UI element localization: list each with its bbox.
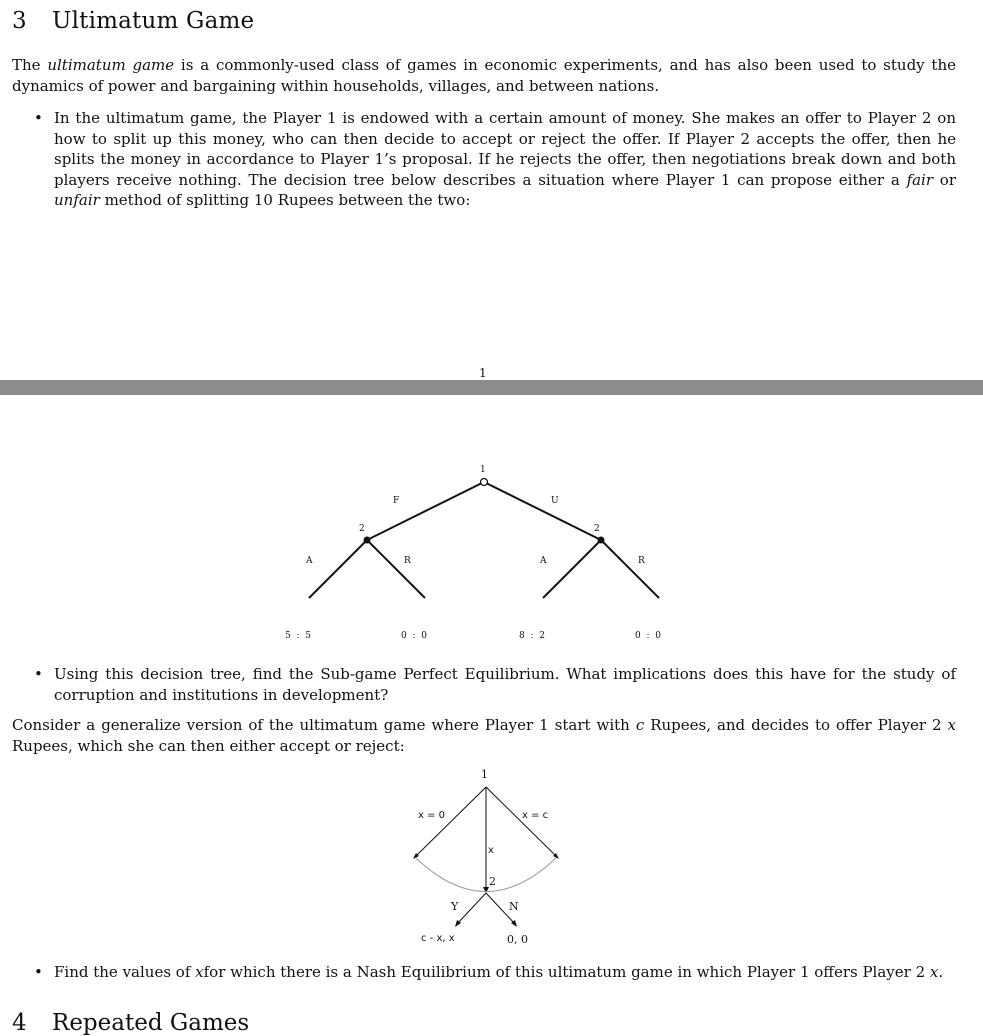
- generalize-paragraph: [12, 715, 956, 756]
- generalize-text-c: Rupees, which she can then either accept or reject:: [12, 736, 405, 755]
- bullet-paragraph-3: [54, 962, 956, 983]
- bullet1-text-b: or: [933, 170, 956, 189]
- tree2-root-label: 1: [481, 768, 488, 781]
- bullet1-fair: fair: [906, 170, 934, 189]
- tree1-action-right-a: A: [540, 556, 547, 566]
- bullet3-text-b: for which there is a Nash Equilibrium of this ultimatum game in which Player 1 offers Player 2: [203, 963, 930, 981]
- tree2-mid-label: x: [488, 845, 494, 856]
- tree1-root-label: 1: [480, 465, 486, 475]
- tree1-payoff-2: 0 : 0: [401, 631, 427, 641]
- bullet1-text-c: method of splitting 10 Rupees between the two:: [99, 191, 471, 209]
- page-number: 1: [479, 366, 487, 380]
- branch-left-accept: [309, 540, 367, 598]
- intro-emphasis: ultimatum game: [47, 56, 175, 74]
- tree2-node-label: 2: [489, 875, 496, 888]
- bullet-marker-1: •: [34, 109, 43, 127]
- bullet-marker-3: •: [34, 963, 43, 981]
- tree2-left-label: x = 0: [418, 810, 446, 821]
- bullet3-var-x2: x: [929, 963, 939, 981]
- tree2-right-ray: [486, 787, 556, 856]
- next-section-title: Repeated Games: [52, 1010, 250, 1036]
- tree1-action-left-a: A: [306, 556, 313, 566]
- branch-left-reject: [367, 540, 425, 598]
- bullet-marker-2: •: [34, 665, 43, 683]
- tree1-right-node-label: 2: [594, 524, 600, 534]
- generalize-var-c: c: [635, 716, 645, 734]
- right-decision-node: [598, 537, 605, 544]
- intro-text-start: The: [12, 56, 48, 74]
- tree2-yes-payoff: c - x, x: [421, 933, 455, 944]
- generalize-var-x: x: [947, 716, 957, 734]
- branch-right-reject: [601, 540, 659, 598]
- next-section-number: 4: [12, 1010, 27, 1036]
- left-decision-node: [364, 537, 371, 544]
- bullet3-text-a: Find the values of: [54, 963, 196, 981]
- branch-unfair: [484, 482, 601, 540]
- tree1-fair-label: F: [393, 496, 400, 506]
- tree2-yes-label: Y: [451, 900, 459, 913]
- tree2-yes-branch: [457, 893, 486, 924]
- section-title: Ultimatum Game: [52, 8, 255, 34]
- intro-text-end: is a commonly-used class of games in economic experiments, and has also been used to study the dynamics of power and bargaining within households, villages, and between nations.: [12, 56, 957, 95]
- decision-tree-2: [413, 768, 559, 946]
- tree1-payoff-3: 8 : 2: [519, 631, 545, 641]
- tree2-right-label: x = c: [522, 810, 549, 821]
- tree2-no-payoff: 0, 0: [507, 933, 528, 946]
- tree1-unfair-label: U: [551, 496, 559, 506]
- bullet1-unfair: unfair: [54, 191, 100, 209]
- bullet-paragraph-2: Using this decision tree, find the Sub-game Perfect Equilibrium. What implications does this have for the study of corruption and institutions in development?: [54, 665, 956, 704]
- tree2-left-ray: [416, 787, 486, 856]
- root-node: [481, 479, 488, 486]
- tree1-left-node-label: 2: [359, 524, 365, 534]
- bullet1-text-a: In the ultimatum game, the Player 1 is endowed with a certain amount of money. She makes an offer to Player 2 on how to split up this money, who can then decide to accept or reject the offer. If Player 2 accepts the offer, then he splits the money in accordance to Player 1’s proposal. If he rejects the offer, then negotiations break down and both players receive nothing. The decision tree below describes a situation where Player 1 can propose either a: [54, 109, 956, 189]
- section-number: 3: [12, 8, 27, 34]
- tree1-action-right-r: R: [638, 556, 645, 566]
- branch-fair: [367, 482, 484, 540]
- tree1-payoff-1: 5 : 5: [285, 631, 311, 641]
- tree2-no-label: N: [509, 900, 519, 913]
- next-section-heading: [12, 1010, 249, 1036]
- decision-tree-1: [285, 465, 661, 641]
- bullet3-var-x: x: [195, 963, 204, 981]
- tree1-action-left-r: R: [404, 556, 411, 566]
- generalize-text-a: Consider a generalize version of the ultimatum game where Player 1 start with: [12, 716, 636, 734]
- generalize-text-b: Rupees, and decides to offer Player 2: [644, 716, 948, 734]
- bullet3-text-c: .: [938, 963, 944, 981]
- tree1-payoff-4: 0 : 0: [635, 631, 661, 641]
- branch-right-accept: [543, 540, 601, 598]
